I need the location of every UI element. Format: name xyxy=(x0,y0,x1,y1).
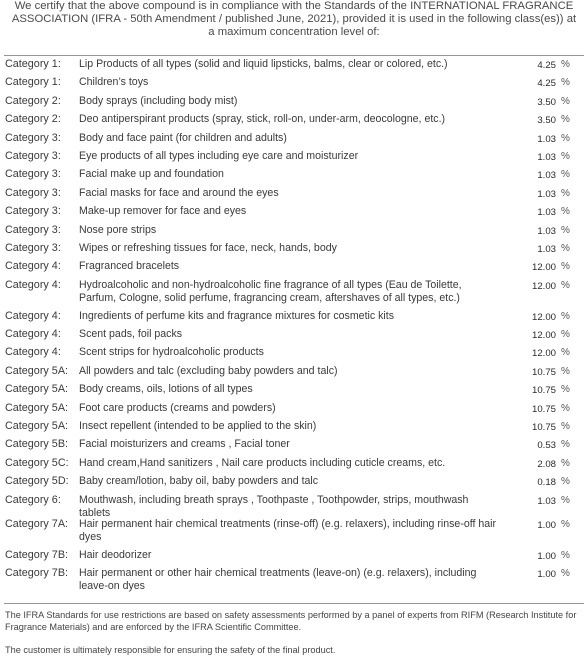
table-row xyxy=(0,309,588,327)
percent-unit: % xyxy=(561,494,570,506)
table-row xyxy=(0,149,588,167)
percent-unit: % xyxy=(561,365,570,377)
category-label: Category 4: xyxy=(5,278,61,291)
table-row xyxy=(0,493,588,517)
percent-unit: % xyxy=(561,457,570,469)
max-concentration-value: 12.00 xyxy=(531,348,556,360)
footer-notes xyxy=(5,609,583,656)
max-concentration-value: 0.53 xyxy=(537,440,556,452)
percent-unit: % xyxy=(561,242,570,254)
percent-unit: % xyxy=(561,476,570,488)
max-concentration-value: 3.50 xyxy=(537,115,556,127)
category-label: Category 3: xyxy=(5,186,61,199)
table-row xyxy=(0,419,588,437)
product-description: Wipes or refreshing tissues for face, neck, hands, body xyxy=(79,241,337,254)
category-label: Category 5B: xyxy=(5,438,69,451)
product-description: All powders and talc (excluding baby powders and talc) xyxy=(79,364,338,377)
product-description: Ingredients of perfume kits and fragrance mixtures for cosmetic kits xyxy=(79,309,394,322)
max-concentration-value: 1.03 xyxy=(537,207,556,219)
table-row xyxy=(0,474,588,492)
percent-unit: % xyxy=(561,310,570,322)
max-concentration-value: 10.75 xyxy=(531,366,556,378)
table-row xyxy=(0,401,588,419)
category-label: Category 1: xyxy=(5,58,61,70)
product-description: Body sprays (including body mist) xyxy=(79,94,238,107)
table-row xyxy=(0,204,588,222)
product-description: Body creams, oils, lotions of all types xyxy=(79,383,253,396)
max-concentration-value: 10.75 xyxy=(531,385,556,397)
product-description: Mouthwash, including breath sprays , Toothpaste , Toothpowder, strips, mouthwash tablets xyxy=(79,493,469,519)
percent-unit: % xyxy=(561,567,570,579)
max-concentration-value: 1.03 xyxy=(537,495,556,507)
max-concentration-value: 3.50 xyxy=(537,96,556,108)
max-concentration-value: 1.03 xyxy=(537,188,556,200)
statement-line-3: a maximum concentration level of: xyxy=(208,26,380,39)
product-description: Hair permanent hair chemical treatments (rinse-off) (e.g. relaxers), including rinse-off hair dyes xyxy=(79,517,497,543)
category-label: Category 3: xyxy=(5,241,61,254)
table-row xyxy=(0,131,588,149)
percent-unit: % xyxy=(561,206,570,218)
customer-responsibility-note: The customer is ultimately responsible for ensuring the safety of the final product. xyxy=(5,645,336,655)
category-label: Category 5A: xyxy=(5,383,69,396)
table-row xyxy=(0,382,588,400)
bottom-divider xyxy=(4,603,584,604)
product-description: Deo antiperspirant products (spray, stick, roll-on, under-arm, deocologne, etc.) xyxy=(79,113,446,126)
category-label: Category 3: xyxy=(5,168,61,181)
percent-unit: % xyxy=(561,187,570,199)
max-concentration-value: 1.00 xyxy=(537,519,556,531)
max-concentration-value: 0.18 xyxy=(537,477,556,489)
category-label: Category 4: xyxy=(5,260,61,273)
category-label: Category 3: xyxy=(5,131,61,144)
product-description: Hair permanent or other hair chemical treatments (leave-on) (e.g. relaxers), including leave-on dyes xyxy=(79,566,477,592)
percent-unit: % xyxy=(561,439,570,451)
product-description: Nose pore strips xyxy=(79,223,157,236)
category-label: Category 7B: xyxy=(5,566,69,579)
table-row xyxy=(0,75,588,93)
table-row xyxy=(0,112,588,130)
statement-line-2: ASSOCIATION (IFRA - 50th Amendment / published June, 2021), provided it is used in the following class(es)) at xyxy=(11,13,577,26)
table-row xyxy=(0,57,588,75)
percent-unit: % xyxy=(561,224,570,236)
max-concentration-value: 1.03 xyxy=(537,225,556,237)
category-label: Category 5A: xyxy=(5,364,69,377)
category-label: Category 5D: xyxy=(5,475,69,488)
product-description: Hair deodorizer xyxy=(79,548,152,561)
compliance-statement xyxy=(0,0,588,48)
max-concentration-value: 12.00 xyxy=(531,311,556,323)
category-table xyxy=(0,57,588,591)
max-concentration-value: 1.00 xyxy=(537,550,556,562)
product-description: Facial masks for face and around the eyes xyxy=(79,186,279,199)
product-description: Scent strips for hydroalcoholic products xyxy=(79,346,264,359)
percent-unit: % xyxy=(561,150,570,162)
percent-unit: % xyxy=(561,384,570,396)
percent-unit: % xyxy=(561,329,570,341)
category-label: Category 3: xyxy=(5,149,61,162)
table-row xyxy=(0,456,588,474)
product-description: Lip Products of all types (solid and liquid lipsticks, balms, clear or colored, etc.) xyxy=(79,58,448,70)
percent-unit: % xyxy=(561,279,570,291)
percent-unit: % xyxy=(561,114,570,126)
product-description: Foot care products (creams and powders) xyxy=(79,401,276,414)
category-label: Category 3: xyxy=(5,223,61,236)
table-row xyxy=(0,364,588,382)
max-concentration-value: 1.03 xyxy=(537,133,556,145)
max-concentration-value: 2.08 xyxy=(537,458,556,470)
table-row xyxy=(0,94,588,112)
product-description: Baby cream/lotion, baby oil, baby powders and talc xyxy=(79,475,319,488)
product-description: Children’s toys xyxy=(79,76,149,89)
max-concentration-value: 10.75 xyxy=(531,422,556,434)
max-concentration-value: 10.75 xyxy=(531,403,556,415)
product-description: Facial moisturizers and creams , Facial toner xyxy=(79,438,290,451)
category-label: Category 5C: xyxy=(5,456,69,469)
product-description: Fragranced bracelets xyxy=(79,260,180,273)
category-label: Category 4: xyxy=(5,346,61,359)
product-description: Eye products of all types including eye care and moisturizer xyxy=(79,149,359,162)
max-concentration-value: 4.25 xyxy=(537,78,556,90)
table-row xyxy=(0,223,588,241)
max-concentration-value: 1.03 xyxy=(537,151,556,163)
table-row xyxy=(0,186,588,204)
category-label: Category 7A: xyxy=(5,517,69,530)
product-description: Hydroalcoholic and non-hydroalcoholic fine fragrance of all types (Eau de Toilette, Parfum, Cologne, solid perfume, fragrancing cream, aftershaves of all types, etc.) xyxy=(79,278,462,304)
table-row xyxy=(0,167,588,185)
product-description: Scent pads, foil packs xyxy=(79,328,183,341)
category-label: Category 5A: xyxy=(5,420,69,433)
percent-unit: % xyxy=(561,402,570,414)
category-label: Category 3: xyxy=(5,205,61,218)
category-label: Category 4: xyxy=(5,309,61,322)
max-concentration-value: 1.03 xyxy=(537,243,556,255)
table-row xyxy=(0,437,588,455)
product-description: Make-up remover for face and eyes xyxy=(79,205,247,218)
table-row xyxy=(0,548,588,566)
table-row xyxy=(0,327,588,345)
category-label: Category 5A: xyxy=(5,401,69,414)
max-concentration-value: 1.00 xyxy=(537,568,556,580)
percent-unit: % xyxy=(561,518,570,530)
percent-unit: % xyxy=(561,549,570,561)
category-label: Category 4: xyxy=(5,328,61,341)
table-row xyxy=(0,517,588,548)
top-divider xyxy=(4,55,584,56)
category-label: Category 2: xyxy=(5,113,61,126)
table-row xyxy=(0,566,588,591)
percent-unit: % xyxy=(561,95,570,107)
table-row xyxy=(0,278,588,309)
percent-unit: % xyxy=(561,347,570,359)
max-concentration-value: 12.00 xyxy=(531,262,556,274)
category-label: Category 7B: xyxy=(5,548,69,561)
percent-unit: % xyxy=(561,261,570,273)
percent-unit: % xyxy=(561,421,570,433)
percent-unit: % xyxy=(561,59,570,70)
product-description: Insect repellent (intended to be applied to the skin) xyxy=(79,420,317,433)
table-row xyxy=(0,345,588,363)
max-concentration-value: 1.03 xyxy=(537,170,556,182)
max-concentration-value: 12.00 xyxy=(531,280,556,292)
ifra-standards-note: The IFRA Standards for use restrictions are based on safety assessments performed by a panel of experts from RIFM (Research Institute for Fragrance Materials) and are enforced by the IFRA Scientific Committee. xyxy=(5,610,577,632)
percent-unit: % xyxy=(561,77,570,89)
percent-unit: % xyxy=(561,132,570,144)
max-concentration-value: 12.00 xyxy=(531,330,556,342)
table-row xyxy=(0,259,588,277)
category-label: Category 6: xyxy=(5,493,61,506)
max-concentration-value: 4.25 xyxy=(537,60,556,71)
percent-unit: % xyxy=(561,169,570,181)
product-description: Body and face paint (for children and adults) xyxy=(79,131,287,144)
product-description: Facial make up and foundation xyxy=(79,168,224,181)
category-label: Category 2: xyxy=(5,94,61,107)
statement-line-1: We certify that the above compound is in compliance with the Standards of the INTERNATIONAL FRAGRANCE xyxy=(14,0,574,12)
product-description: Hand cream,Hand sanitizers , Nail care products including cuticle creams, etc. xyxy=(79,456,446,469)
category-label: Category 1: xyxy=(5,76,61,89)
table-row xyxy=(0,241,588,259)
